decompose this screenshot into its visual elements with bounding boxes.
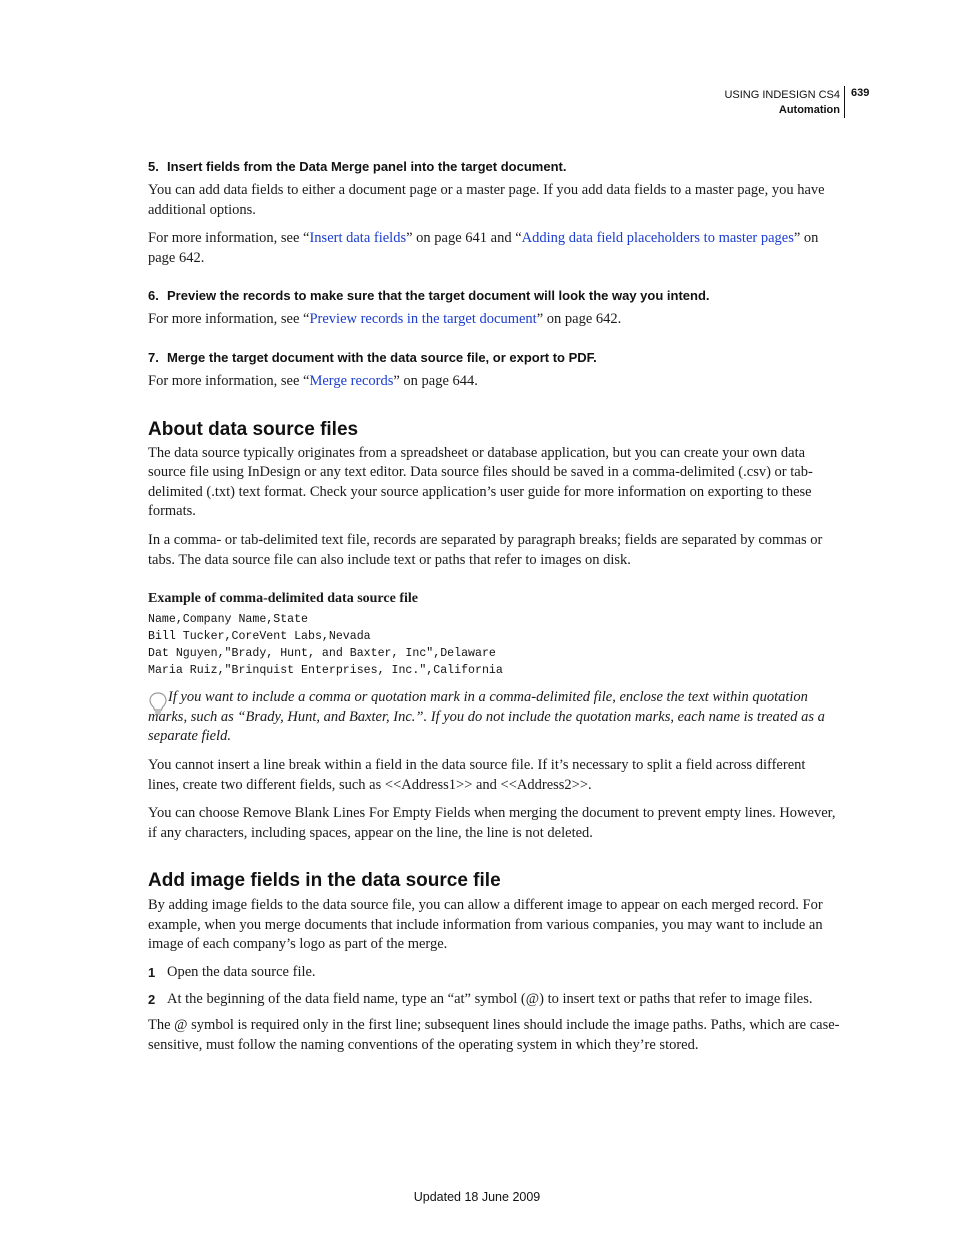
more-info-text: For more information, see “	[148, 372, 310, 389]
more-info-text: ” on page 644.	[393, 372, 478, 389]
step-number: 2	[148, 991, 156, 1007]
more-info-text: ” on page 642.	[148, 230, 819, 266]
lightbulb-icon	[148, 691, 168, 717]
about-paragraph-4: You can choose Remove Blank Lines For Empty Fields when merging the document to prevent empty lines. However, if any characters, including spaces, appear on the line, the line is not deleted.	[148, 805, 836, 841]
image-step-2	[148, 990, 840, 1010]
footer-updated: Updated 18 June 2009	[413, 1190, 541, 1204]
about-paragraph-3: You cannot insert a line break within a field in the data source file. If it’s necessary to split a field across different lines, create two different fields, such as <<Address1>> and <<Address2>>.	[148, 756, 806, 793]
code-line: Maria Ruiz,"Brinquist Enterprises, Inc.",California	[148, 664, 503, 678]
code-line: Name,Company Name,State	[148, 613, 309, 627]
step-6-more-info	[148, 310, 840, 330]
step-7-more-info	[148, 372, 840, 392]
step-number: 6.	[148, 288, 159, 304]
step-5-heading	[148, 158, 840, 176]
code-sample	[148, 611, 840, 679]
step-title: Insert fields from the Data Merge panel into the target document.	[167, 159, 567, 174]
about-paragraph-1: The data source typically originates from a spreadsheet or database application, but you can create your own data source file using InDesign or any text editor. Data source files should be saved in a comma-delimited (.csv) or tab-delimited (.txt) text format. Check your source application’s user guide for more information on exporting to these formats.	[148, 444, 813, 520]
step-number: 1	[148, 965, 156, 981]
link-merge-records[interactable]: Merge records	[309, 372, 394, 389]
example-title: Example of comma-delimited data source file	[148, 591, 418, 607]
tip-note	[148, 688, 840, 747]
step-number: 5.	[148, 159, 159, 174]
about-paragraph-2: In a comma- or tab-delimited text file, records are separated by paragraph breaks; fields are separated by commas or tabs. The data source file can also include text or paths that refer to images on disk.	[148, 531, 823, 568]
step-5-more-info	[148, 229, 840, 268]
step-title: Preview the records to make sure that the target document will look the way you intend.	[167, 288, 710, 304]
more-info-text: ” on page 642.	[536, 311, 622, 328]
more-info-text: ” on page 641 and “	[406, 230, 522, 247]
image-paragraph-1: By adding image fields to the data source file, you can allow a different image to appear on each merged record. For example, when you merge documents that include information from various companies, you may want to include an image of each company’s logo as part of the merge.	[148, 897, 823, 953]
guide-title: USING INDESIGN CS4	[724, 89, 840, 101]
heading-about-data-source: About data source files	[148, 418, 359, 440]
step-text: At the beginning of the data field name, type an “at” symbol (@) to insert text or paths that refer to image files.	[167, 990, 813, 1007]
code-line: Dat Nguyen,"Brady, Hunt, and Baxter, Inc",Delaware	[148, 647, 496, 661]
link-insert-data-fields[interactable]: Insert data fields	[309, 230, 407, 247]
step-text: Open the data source file.	[167, 964, 316, 981]
image-step-1	[148, 963, 840, 983]
code-line: Bill Tucker,CoreVent Labs,Nevada	[148, 630, 371, 644]
step-number: 7.	[148, 349, 159, 365]
header-divider	[844, 86, 845, 118]
image-paragraph-2: The @ symbol is required only in the first line; subsequent lines should include the image paths. Paths, which are case-sensitive, must follow the naming conventions of the operating system in which they’re stored.	[148, 1017, 840, 1053]
more-info-text: For more information, see “	[148, 230, 310, 247]
step-5-body: You can add data fields to either a document page or a master page. If you add data fields to a master page, you have additional options.	[148, 182, 825, 218]
step-title: Merge the target document with the data source file, or export to PDF.	[167, 349, 597, 365]
heading-add-image-fields: Add image fields in the data source file	[148, 870, 501, 892]
more-info-text: For more information, see “	[148, 311, 310, 328]
tip-text: If you want to include a comma or quotation mark in a comma-delimited file, enclose the text within quotation marks, such as “Brady, Hunt, and Baxter, Inc.”. If you do not include the quotation marks, each name is treated as a separate field.	[148, 689, 825, 745]
running-header	[724, 88, 840, 118]
link-adding-placeholders[interactable]: Adding data field placeholders to master pages	[521, 230, 794, 247]
page-content	[148, 158, 840, 1055]
page-number: 639	[851, 87, 870, 99]
step-6-heading	[148, 287, 840, 305]
step-7-heading	[148, 349, 840, 367]
link-preview-records[interactable]: Preview records in the target document	[309, 311, 537, 328]
section-name: Automation	[778, 104, 840, 116]
